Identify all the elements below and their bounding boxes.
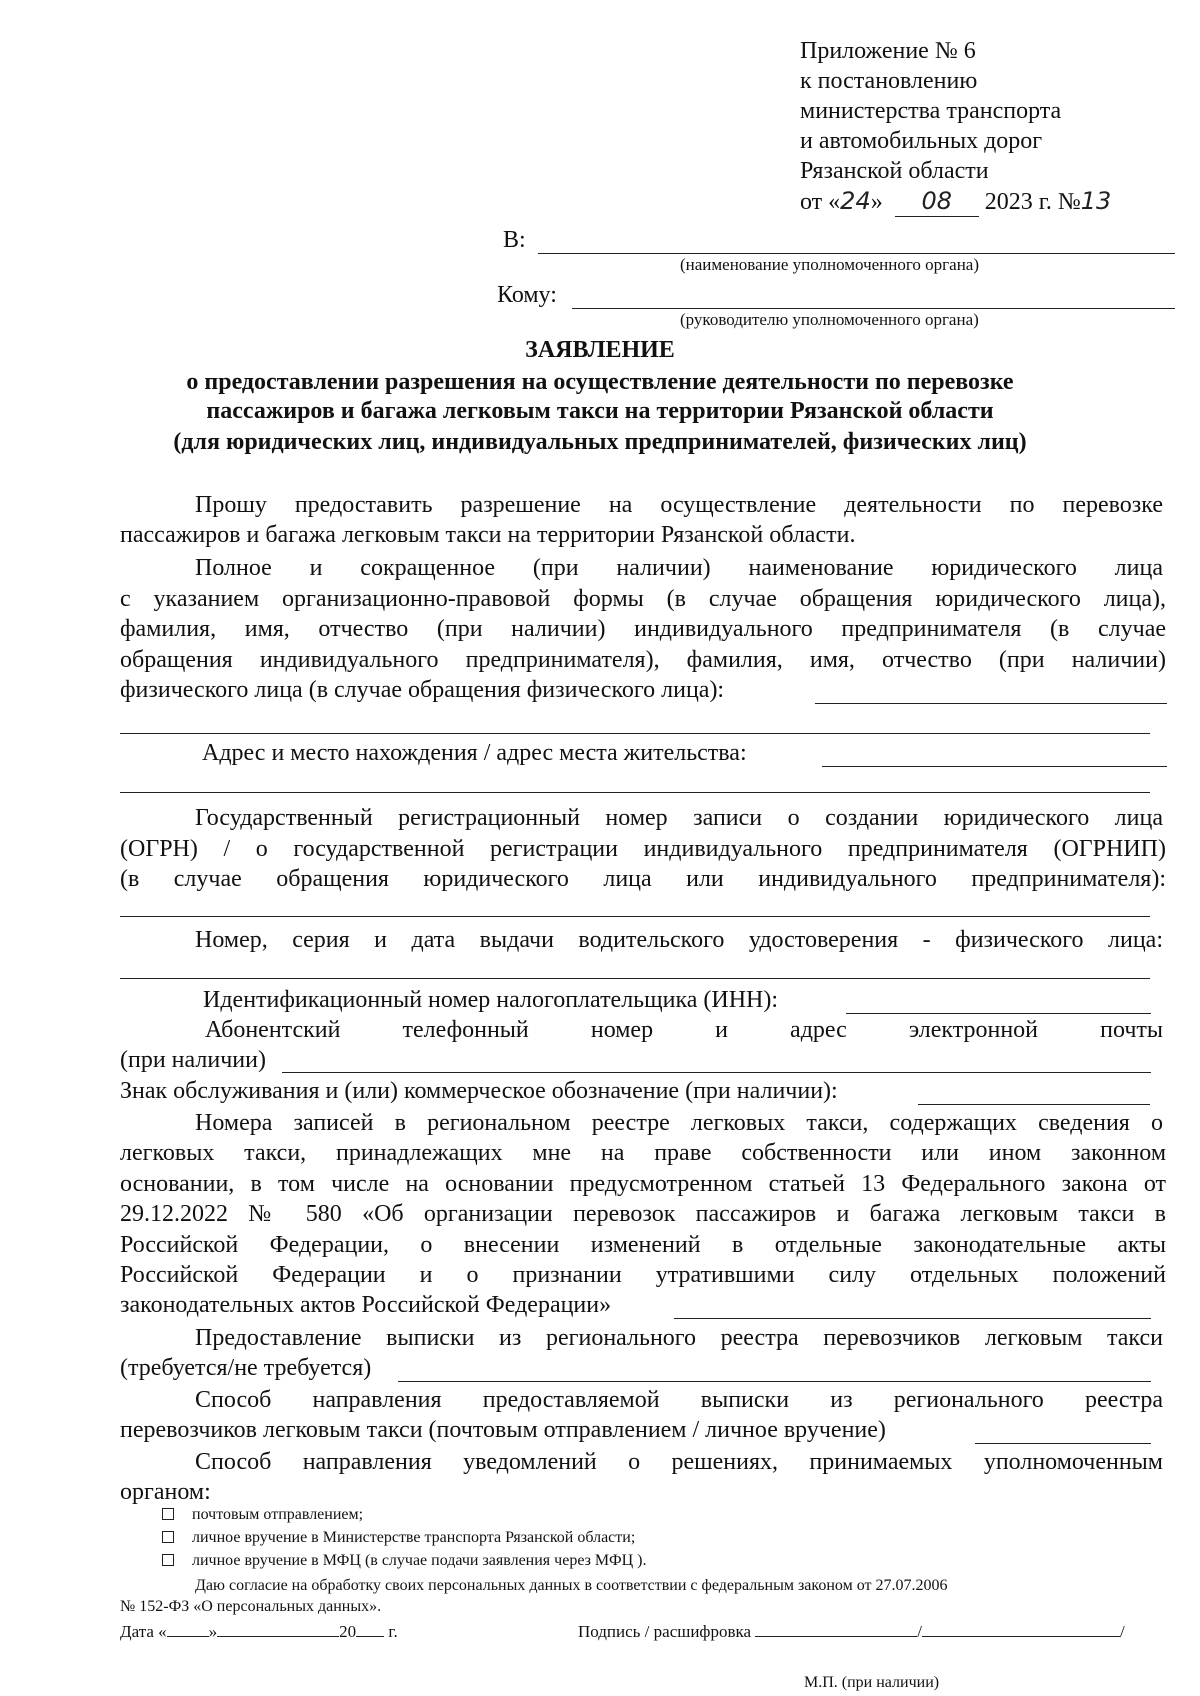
- inn-field[interactable]: [846, 1013, 1151, 1014]
- whom-label: Кому:: [497, 282, 557, 308]
- appendix-date: от «24» 08 2023 г. №13: [800, 187, 1112, 215]
- stamp-placeholder: М.П. (при наличии): [804, 1674, 940, 1691]
- option-mfc[interactable]: личное вручение в МФЦ (в случае подачи заявления через МФЦ ).: [162, 1550, 646, 1572]
- appendix-line: к постановлению: [800, 68, 978, 94]
- name-field[interactable]: [815, 703, 1167, 704]
- handwritten-number: 13: [1080, 187, 1112, 215]
- ogrn-field[interactable]: [120, 916, 1150, 917]
- appendix-line: министерства транспорта: [800, 98, 1062, 124]
- extract-field[interactable]: [398, 1381, 1151, 1382]
- paragraph-notifications: Способ направления уведомлений о решениях, принимаемых уполномоченным: [195, 1449, 1163, 1475]
- paragraph-request: Прошу предоставить разрешение на осуществление деятельности по перевозке: [195, 492, 1163, 518]
- paragraph-inn: Идентификационный номер налогоплательщика (ИНН):: [203, 987, 779, 1013]
- paragraph-delivery: Способ направления предоставляемой выписки из регионального реестра: [195, 1387, 1163, 1413]
- consent-text: Даю согласие на обработку своих персональных данных в соответствии с федеральным законом от 27.07.2006: [195, 1577, 948, 1594]
- license-field[interactable]: [120, 978, 1150, 979]
- checkbox[interactable]: [162, 1531, 174, 1543]
- registry-field[interactable]: [674, 1318, 1151, 1319]
- appendix-number: Приложение № 6: [800, 38, 976, 64]
- appendix-line: Рязанской области: [800, 158, 989, 184]
- paragraph-address: Адрес и место нахождения / адрес места жительства:: [202, 740, 747, 766]
- option-ministry[interactable]: личное вручение в Министерстве транспорта Рязанской области;: [162, 1527, 635, 1549]
- handwritten-day: 24: [840, 187, 871, 215]
- trademark-field[interactable]: [918, 1104, 1150, 1105]
- address-field[interactable]: [822, 766, 1167, 767]
- checkbox[interactable]: [162, 1508, 174, 1520]
- paragraph-extract: Предоставление выписки из регионального реестра перевозчиков легковым такси: [195, 1325, 1163, 1351]
- checkbox[interactable]: [162, 1554, 174, 1566]
- signature-field[interactable]: Подпись / расшифровка / /: [578, 1622, 1125, 1641]
- document-title: ЗАЯВЛЕНИЕ: [525, 337, 675, 363]
- appendix-block: [800, 36, 1160, 217]
- paragraph-name: Полное и сокращенное (при наличии) наименование юридического лица: [195, 555, 1163, 581]
- paragraph-registry: Номера записей в региональном реестре легковых такси, содержащих сведения о: [195, 1110, 1163, 1136]
- phone-field[interactable]: [282, 1072, 1151, 1073]
- delivery-field[interactable]: [975, 1443, 1151, 1444]
- paragraph-license: Номер, серия и дата выдачи водительского удостоверения - физического лица:: [195, 927, 1163, 953]
- name-field-2[interactable]: [120, 733, 1150, 734]
- consent-law: № 152-ФЗ «О персональных данных».: [120, 1598, 382, 1615]
- paragraph-trademark: Знак обслуживания и (или) коммерческое обозначение (при наличии):: [120, 1078, 838, 1104]
- document-subtitle-1: о предоставлении разрешения на осуществление деятельности по перевозке: [186, 369, 1014, 395]
- date-field[interactable]: Дата « » 20 г.: [120, 1622, 398, 1641]
- address-field-2[interactable]: [120, 792, 1150, 793]
- paragraph-ogrn: Государственный регистрационный номер записи о создании юридического лица: [195, 805, 1163, 831]
- paragraph-phone: Абонентский телефонный номер и адрес электронной почты: [205, 1017, 1163, 1043]
- document-subtitle-2: пассажиров и багажа легковым такси на территории Рязанской области: [206, 398, 994, 424]
- to-caption: (наименование уполномоченного органа): [680, 255, 980, 274]
- to-label: В:: [503, 227, 526, 253]
- handwritten-month: 08: [895, 186, 979, 217]
- appendix-line: и автомобильных дорог: [800, 128, 1043, 154]
- whom-caption: (руководителю уполномоченного органа): [680, 310, 979, 329]
- document-subtitle-3: (для юридических лиц, индивидуальных предпринимателей, физических лиц): [173, 429, 1027, 455]
- option-mail[interactable]: почтовым отправлением;: [162, 1504, 363, 1526]
